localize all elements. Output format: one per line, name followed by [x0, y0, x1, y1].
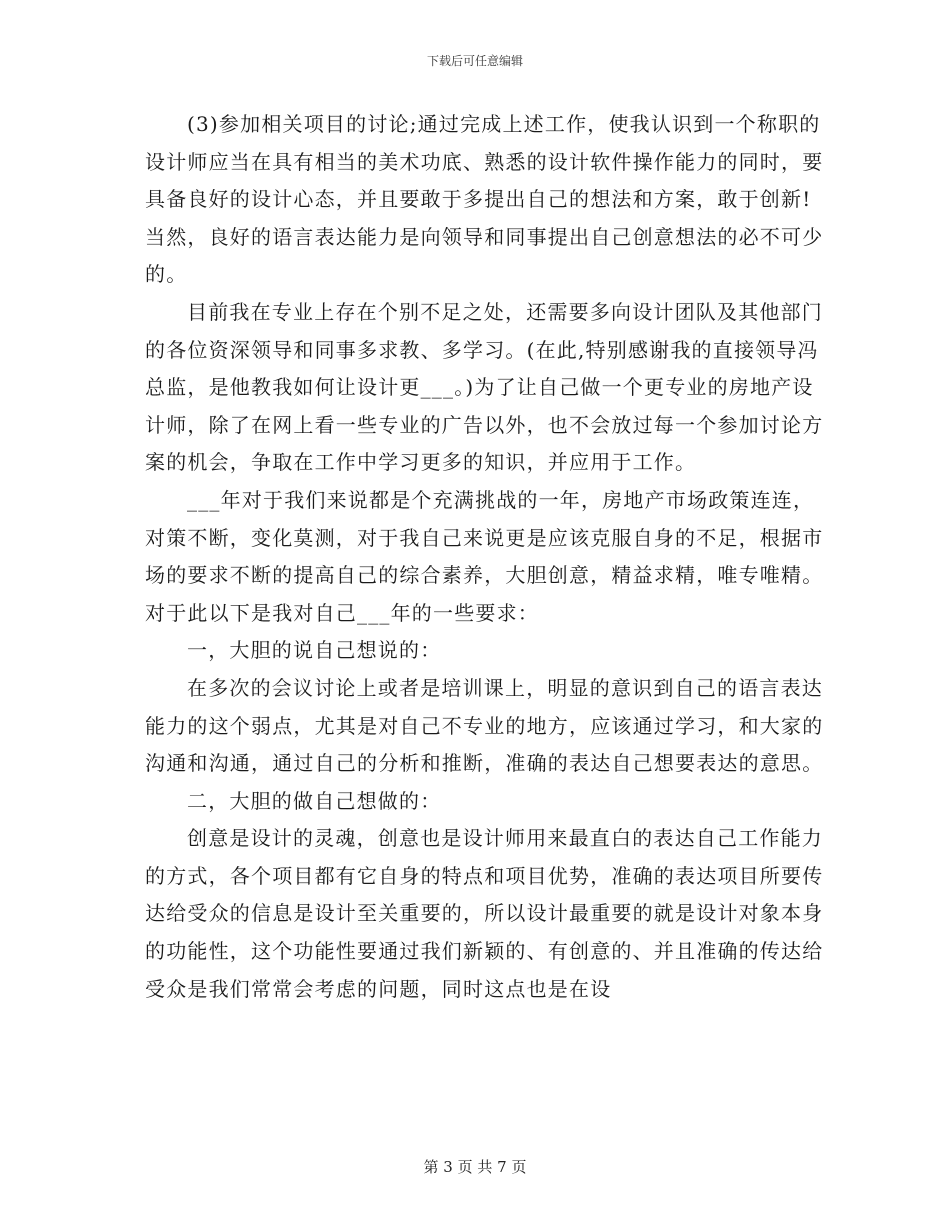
- paragraph: 在多次的会议讨论上或者是培训课上，明显的意识到自己的语言表达能力的这个弱点，尤其是对自己不专业的地方，应该通过学习，和大家的沟通和沟通，通过自己的分析和推断，准确的表达自己想要表达的意思。: [145, 675, 824, 776]
- paragraph: (3)参加相关项目的讨论;通过完成上述工作，使我认识到一个称职的设计师应当在具有相当的美术功底、熟悉的设计软件操作能力的同时，要具备良好的设计心态，并且要敢于多提出自己的想法和方案，敢于创新!当然，良好的语言表达能力是向领导和同事提出自己创意想法的必不可少的。: [145, 112, 824, 287]
- document-body: [145, 106, 825, 1008]
- page-number: 第 3 页 共 7 页: [423, 1158, 527, 1176]
- paragraph: ___年对于我们来说都是个充满挑战的一年，房地产市场政策连连，对策不断，变化莫测，对于我自己来说更是应该克服自身的不足，根据市场的要求不断的提高自己的综合素养，大胆创意，精益求精，唯专唯精。对于此以下是我对自己___年的一些要求：: [145, 487, 824, 625]
- paragraph: 创意是设计的灵魂，创意也是设计师用来最直白的表达自己工作能力的方式，各个项目都有它自身的特点和项目优势，准确的表达项目所要传达给受众的信息是设计至关重要的，所以设计最重要的就是设计对象本身的功能性，这个功能性要通过我们新颖的、有创意的、并且准确的传达给受众是我们常常会考虑的问题，同时这点也是在设: [145, 826, 824, 1001]
- section-heading: 二，大胆的做自己想做的：: [187, 788, 442, 813]
- page-header: 下载后可任意编辑: [426, 54, 523, 68]
- section-heading: 一，大胆的说自己想说的：: [187, 638, 442, 663]
- paragraph: 目前我在专业上存在个别不足之处，还需要多向设计团队及其他部门的各位资深领导和同事多求教、多学习。(在此,特别感谢我的直接领导冯总监，是他教我如何让设计更___。)为了让自己做一个更专业的房地产设计师，除了在网上看一些专业的广告以外，也不会放过每一个参加讨论方案的机会，争取在工作中学习更多的知识，并应用于工作。: [145, 299, 824, 475]
